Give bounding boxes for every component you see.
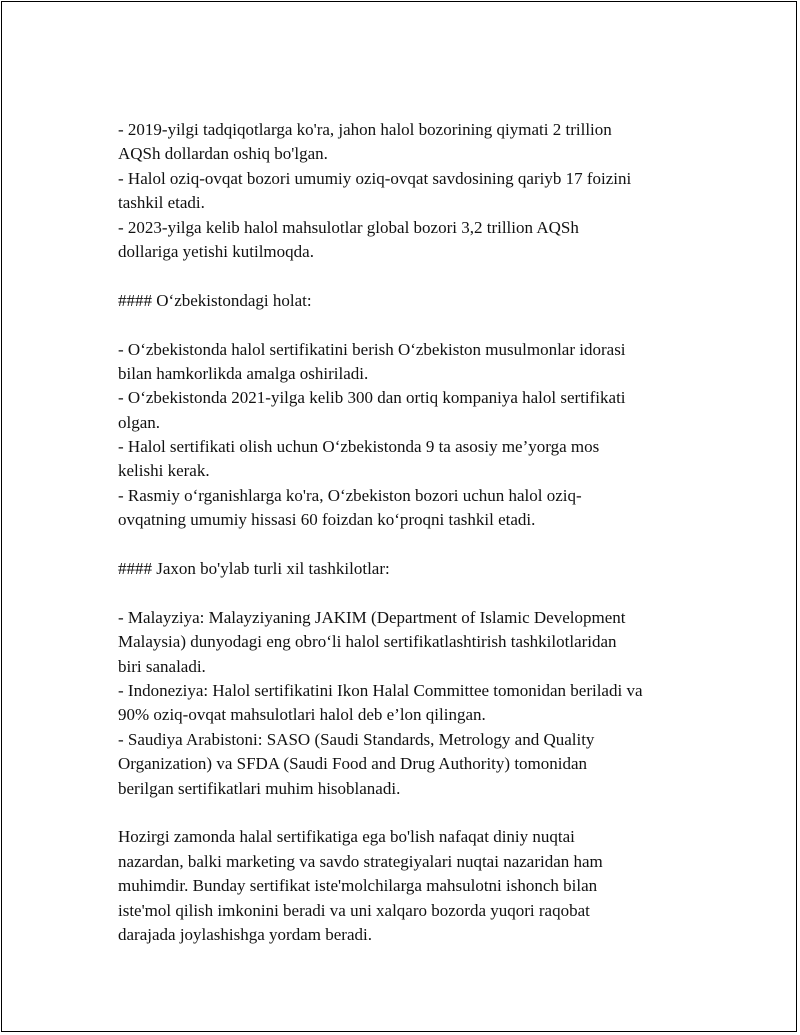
text-line: - O‘zbekistonda halol sertifikatini berish O‘zbekiston musulmonlar idorasi (118, 339, 626, 359)
blank-line (118, 313, 718, 337)
blank-line (118, 581, 718, 605)
text-line: berilgan sertifikatlari muhim hisoblanadi. (118, 778, 401, 798)
document-body (118, 118, 718, 947)
text-line: - Indoneziya: Halol sertifikatini Ikon Halal Committee tomonidan beriladi va (118, 680, 643, 700)
text-line: bilan hamkorlikda amalga oshiriladi. (118, 363, 369, 383)
text-line: - Saudiya Arabistoni: SASO (Saudi Standards, Metrology and Quality (118, 729, 595, 749)
text-line: ovqatning umumiy hissasi 60 foizdan ko‘proqni tashkil etadi. (118, 510, 536, 530)
text-line: - 2019-yilgi tadqiqotlarga ko'ra, jahon halol bozorining qiymati 2 trillion (118, 120, 612, 139)
blank-line (118, 533, 718, 557)
list-item (118, 679, 718, 728)
text-line: dollariga yetishi kutilmoqda. (118, 241, 314, 261)
list-item (118, 606, 718, 679)
text-line: biri sanaladi. (118, 656, 206, 676)
text-line: tashkil etadi. (118, 193, 205, 213)
list-item (118, 728, 718, 801)
text-line: Malaysia) dunyodagi eng obro‘li halol sertifikatlashtirish tashkilotlaridan (118, 632, 617, 652)
text-line: nazardan, balki marketing va savdo strategiyalari nuqtai nazaridan ham (118, 851, 603, 871)
list-item (118, 216, 718, 265)
text-line: - O‘zbekistonda 2021-yilga kelib 300 dan ortiq kompaniya halol sertifikati (118, 388, 626, 408)
text-line: - Halol sertifikati olish uchun O‘zbekistonda 9 ta asosiy me’yorga mos (118, 437, 600, 457)
list-item (118, 118, 718, 167)
world-organizations-list (118, 606, 718, 801)
text-line: darajada joylashishga yordam beradi. (118, 924, 372, 944)
list-item (118, 338, 718, 387)
text-line: AQSh dollardan oshiq bo'lgan. (118, 144, 328, 164)
list-item (118, 484, 718, 533)
text-line: Hozirgi zamonda halal sertifikatiga ega bo'lish nafaqat diniy nuqtai (118, 827, 575, 847)
global-stats-list (118, 118, 718, 264)
conclusion-paragraph (118, 825, 718, 947)
uzbekistan-list (118, 338, 718, 533)
list-item (118, 435, 718, 484)
world-heading: #### Jaxon bo'ylab turli xil tashkilotlar: (118, 559, 390, 579)
text-line: - 2023-yilga kelib halol mahsulotlar global bozori 3,2 trillion AQSh (118, 217, 579, 237)
blank-line (118, 801, 718, 825)
text-line: 90% oziq-ovqat mahsulotlari halol deb e’lon qilingan. (118, 705, 486, 725)
blank-line (118, 264, 718, 288)
text-line: - Malayziya: Malayziyaning JAKIM (Department of Islamic Development (118, 607, 626, 627)
text-line: muhimdir. Bunday sertifikat iste'molchilarga mahsulotni ishonch bilan (118, 876, 598, 896)
list-item (118, 167, 718, 216)
text-line: iste'mol qilish imkonini beradi va uni xalqaro bozorda yuqori raqobat (118, 900, 590, 920)
text-line: - Rasmiy o‘rganishlarga ko'ra, O‘zbekiston bozori uchun halol oziq- (118, 485, 582, 505)
text-line: - Halol oziq-ovqat bozori umumiy oziq-ovqat savdosining qariyb 17 foizini (118, 168, 632, 188)
list-item (118, 386, 718, 435)
text-line: kelishi kerak. (118, 461, 210, 481)
uzbekistan-heading: #### O‘zbekistondagi holat: (118, 290, 312, 310)
text-line: olgan. (118, 412, 161, 432)
text-line: Organization) va SFDA (Saudi Food and Drug Authority) tomonidan (118, 754, 588, 774)
